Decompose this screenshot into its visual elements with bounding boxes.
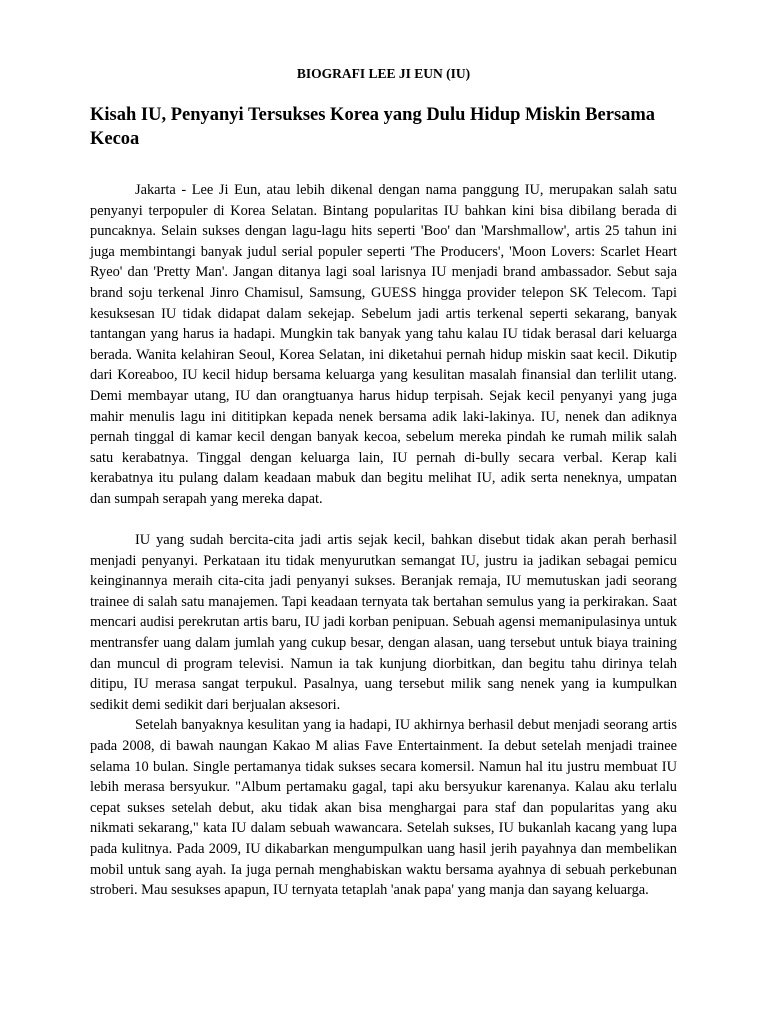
document-page [90,64,677,901]
paragraph-2: IU yang sudah bercita-cita jadi artis sejak kecil, bahkan disebut tidak akan perah berhasil menjadi penyanyi. Perkataan itu tidak menyurutkan semangat IU, justru ia jadikan sebagai pemicu keinginannya meraih cita-cita jadi penyanyi sukses. Beranjak remaja, IU memutuskan jadi seorang trainee di salah satu manajemen. Tapi keadaan ternyata tak bertahan semulus yang ia perkirakan. Saat mencari audisi perekrutan artis baru, IU jadi korban penipuan. Sebuah agensi memanipulasinya untuk mentransfer uang dalam jumlah yang cukup besar, dengan alasan, uang tersebut untuk biaya training dan muncul di program televisi. Namun ia tak kunjung diorbitkan, dan begitu tahu dirinya telah ditipu, IU merasa sangat terpukul. Pasalnya, uang tersebut milik sang nenek yang ia kumpulkan sedikit demi sedikit dari berjualan aksesori. [90,532,677,713]
paragraph-spacer [90,510,677,531]
paragraph-3: Setelah banyaknya kesulitan yang ia hadapi, IU akhirnya berhasil debut menjadi seorang artis pada 2008, di bawah naungan Kakao M alias Fave Entertainment. Ia debut setelah menjadi trainee selama 10 bulan. Single pertamanya tidak sukses secara komersil. Namun hal itu justru membuat IU lebih merasa bersyukur. "Album pertamaku gagal, tapi aku bersyukur karenanya. Kalau aku terlalu cepat sukses setelah debut, aku tidak akan bisa menghargai para staf dan popularitas yang aku nikmati sekarang," kata IU dalam sebuah wawancara. Setelah sukses, IU bukanlah kacang yang lupa pada kulitnya. Pada 2009, IU dikabarkan mengumpulkan uang hasil jerih payahnya dan membelikan mobil untuk sang ayah. Ia juga pernah menghabiskan waktu bersama ayahnya di sebuah perkebunan stroberi. Mau sesukses apapun, IU ternyata tetaplah 'anak papa' yang manja dan sayang keluarga. [90,717,677,899]
paragraph-1: Jakarta - Lee Ji Eun, atau lebih dikenal dengan nama panggung IU, merupakan salah satu penyanyi terpopuler di Korea Selatan. Bintang popularitas IU bahkan kini bisa dibilang berada di puncaknya. Selain sukses dengan lagu-lagu hits seperti 'Boo' dan 'Marshmallow', artis 25 tahun ini juga membintangi banyak judul serial populer seperti 'The Producers', 'Moon Lovers: Scarlet Heart Ryeo' dan 'Pretty Man'. Jangan ditanya lagi soal larisnya IU menjadi brand ambassador. Sebut saja brand soju terkenal Jinro Chamisul, Samsung, GUESS hingga provider telepon SK Telecom. Tapi kesuksesan IU tidak didapat dalam sekejap. Sebelum jadi artis terkenal seperti sekarang, banyak tantangan yang harus ia hadapi. Mungkin tak banyak yang tahu kalau IU tidak berasal dari keluarga berada. Wanita kelahiran Seoul, Korea Selatan, ini diketahui pernah hidup miskin saat kecil. Dikutip dari Koreaboo, IU kecil hidup bersama keluarga yang kesulitan masalah finansial dan terlilit utang. Demi membayar utang, IU dan orangtuanya harus hidup terpisah. Sejak kecil penyanyi yang juga mahir menulis lagu ini dititipkan kepada nenek bersama adik laki-lakinya. IU, nenek dan adiknya pernah tinggal di kamar kecil dengan banyak kecoa, sebelum mereka pindah ke rumah milik salah satu kerabatnya. Tinggal dengan keluarga lain, IU pernah di-bully secara verbal. Kerap kali kerabatnya itu pulang dalam keadaan mabuk dan begitu melihat IU, adik serta neneknya, umpatan dan sumpah serapah yang mereka dapat. [90,182,677,507]
article-title: Kisah IU, Penyanyi Tersukses Korea yang Dulu Hidup Miskin Bersama Kecoa [90,105,656,149]
document-header: BIOGRAFI LEE JI EUN (IU) [296,66,471,81]
